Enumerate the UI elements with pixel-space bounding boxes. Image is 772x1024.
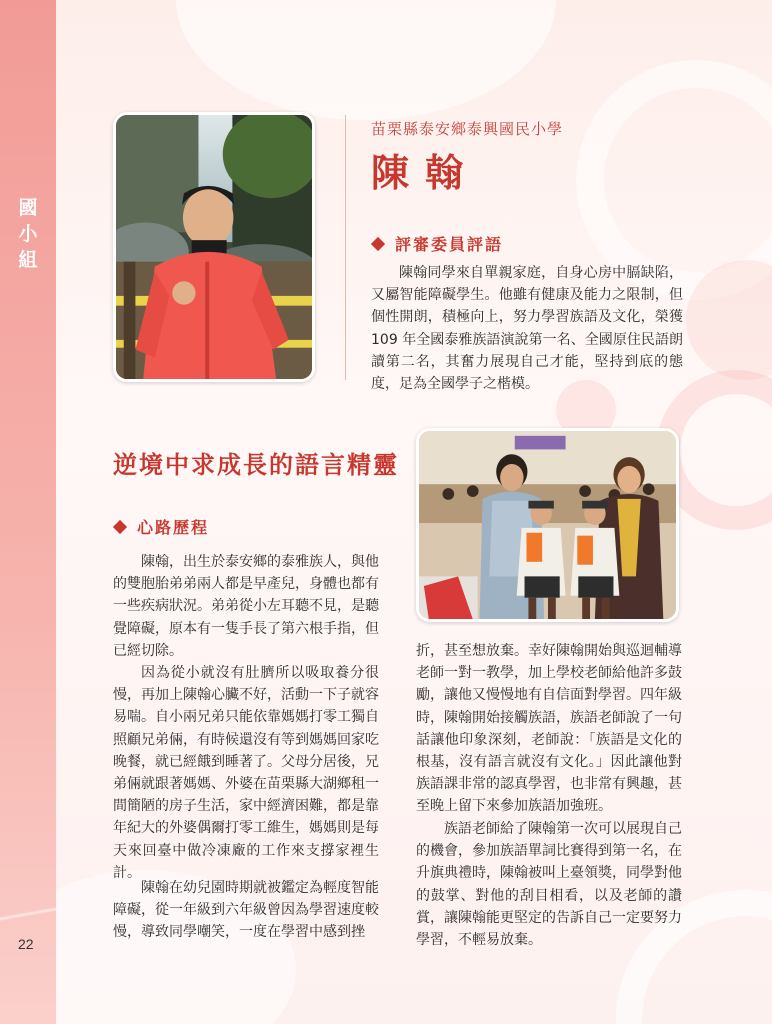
student-portrait-photo <box>113 112 315 382</box>
decorative-circle <box>176 0 556 120</box>
category-sidebar <box>0 0 56 1024</box>
body-paragraph: 陳翰在幼兒園時期就被鑑定為輕度智能障礙，從一年級到六年級曾因為學習速度較慢，導致同學嘲笑，一度在學習中感到挫 <box>113 880 379 941</box>
review-heading <box>371 232 503 255</box>
body-paragraph: 折，甚至想放棄。幸好陳翰開始與巡迴輔導老師一對一教學，加上學校老師給他許多鼓勵，讓他又慢慢地有自信面對學習。四年級時，陳翰開始接觸族語，族語老師說了一句話讓他印象深刻，老師說：「族語是文化的根基，沒有語言就沒有文化。」因此讓他對族語課非常的認真學習，也非常有興趣，甚至晚上留下來參加族語加強班。 <box>416 643 682 815</box>
journey-heading <box>113 515 209 538</box>
page-number: 22 <box>18 936 34 952</box>
body-paragraph: 族語老師給了陳翰第一次可以展現自己的機會，參加族語單詞比賽得到第一名，在升旗典禮時，陳翰被叫上臺領獎，同學對他的鼓掌、對他的刮目相看，以及老師的讚賞，讓陳翰能更堅定的告訴自己一定要努力學習，不輕易放棄。 <box>416 821 682 949</box>
journey-heading-text: 心路歷程 <box>137 518 210 537</box>
review-heading-text: 評審委員評語 <box>395 235 504 254</box>
portrait-illustration <box>116 115 312 379</box>
school-name: 苗栗縣泰安鄉泰興國民小學 <box>371 120 564 138</box>
diamond-bullet-icon <box>113 519 127 533</box>
category-label: 國小組 <box>18 197 38 271</box>
article-title: 逆境中求成長的語言精靈 <box>113 450 399 479</box>
body-paragraph: 陳翰，出生於泰安鄉的泰雅族人，與他的雙胞胎弟弟兩人都是早產兒，身體也都有一些疾病狀況。弟弟從小左耳聽不見，是聽覺障礙，原本有一隻手長了第六根手指，但已經切除。 <box>113 554 379 659</box>
body-paragraph: 因為從小就沒有肚臍所以吸取養分很慢，再加上陳翰心臟不好，活動一下子就容易喘。自小兩兄弟只能依靠媽媽打零工獨自照顧兄弟倆，有時候還沒有等到媽媽回家吃晚餐，就已經餓到睡著了。父母分居後，兄弟倆就跟著媽媽、外婆在苗栗縣大湖鄉租一間簡陋的房子生活，家中經濟困難，都是靠年紀大的外婆偶爾打零工維生，媽媽則是每天來回臺中做冷凍廠的工作來支撐家裡生計。 <box>113 665 379 881</box>
review-paragraph: 陳翰同學來自單親家庭，自身心房中膈缺陷，又屬智能障礙學生。他雖有健康及能力之限制，但個性開朗，積極向上，努力學習族語及文化，榮獲 109 年全國泰雅族語演說第一名、全國原住民語朗讀第二名，其奮力展現自己才能，堅持到底的態度，足為全國學子之楷模。 <box>371 265 683 393</box>
award-ceremony-photo <box>416 428 679 622</box>
student-name: 陳翰 <box>371 150 480 195</box>
diamond-bullet-icon <box>371 236 385 250</box>
ceremony-illustration <box>419 431 676 619</box>
header-divider <box>345 115 346 380</box>
